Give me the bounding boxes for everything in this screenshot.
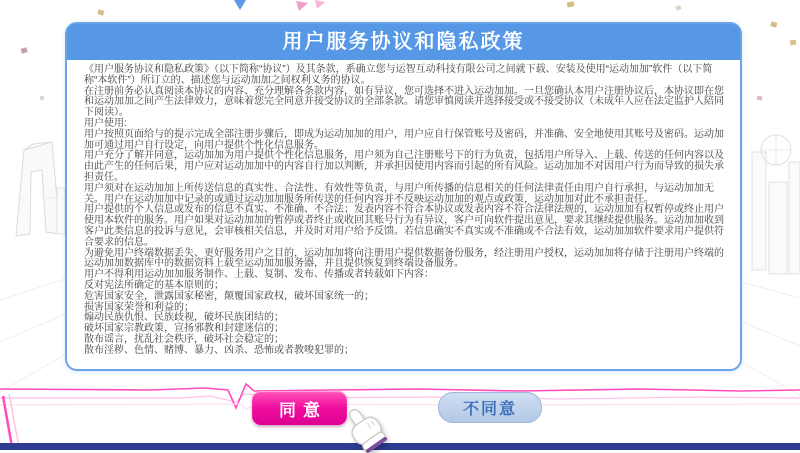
agreement-dialog: [65, 22, 742, 371]
agreement-line: 反对宪法所确定的基本原则的；: [84, 279, 224, 291]
agreement-line: 用户须对在运动加加上所传送信息的真实性、合法性、有效性等负责，与用户所传播的信息相关的任何法律责任由用户自行承担，与运动加加无关。用户在运动加加中记录的或通过运动加加服务所传送的任何内容并不反映运动加加的观点或政策，运动加加对此不承担责任。: [84, 182, 714, 205]
dialog-title: 用户服务协议和隐私政策: [67, 24, 740, 60]
agreement-line: 损害国家荣誉和利益的；: [84, 301, 194, 313]
agreement-line: 用户使用:: [84, 117, 127, 129]
agreement-line: 用户不得利用运动加加服务制作、上载、复制、发布、传播或者转载如下内容：: [84, 269, 434, 281]
agreement-line: 用户提供的个人信息或发布的信息不真实、不准确、不合法；发表内容不符合本协议或发表内容不符合法律法规的，运动加加有权暂停或终止用户使用本软件的服务。用户如果对运动加加的暂停或者终止或收回其账号行为有异议，客户可向软件提出意见，要求其继续提供服务。运动加加收到客户此类信息的投诉与意见，会审核相关信息，并及时对用户给予反馈。若信息确实不真实或不准确或不合法有效，运动加加软件要求用户提供符合要求的信息。: [84, 204, 724, 248]
disagree-button[interactable]: 不同意: [438, 392, 542, 423]
bottom-edge-bar: [0, 443, 800, 450]
ecg-lines: [0, 384, 800, 447]
agreement-line: 危害国家安全，泄露国家秘密，颠覆国家政权，破坏国家统一的；: [84, 290, 374, 302]
agreement-text: [67, 60, 740, 357]
agreement-line: 煽动民族仇恨、民族歧视，破坏民族团结的；: [84, 312, 284, 324]
city-sketch-right: [752, 135, 800, 274]
agreement-line: 《用户服务协议和隐私政策》（以下简称“协议”）及其条款，系确立您与运智互动科技有限公司之间就下载、安装及使用“运动加加”软件（以下简称“本软件”）所订立的、描述您与运动加加之间权利义务的协议。: [84, 64, 713, 86]
city-sketch-left: [16, 142, 65, 236]
agreement-line: 在注册前务必认真阅读本协议的内容、充分理解各条款内容，如有异议，您可选择不进入运动加加。一旦您确认本用户注册协议后，本协议即在您和运动加加之间产生法律效力，意味着您完全同意并接受协议的全部条款。请您审慎阅读并选择接受或不接受协议（未成年人应在法定监护人陪同下阅读）。: [84, 85, 724, 119]
agreement-line: 破坏国家宗教政策，宣扬邪教和封建迷信的；: [84, 323, 284, 335]
agreement-line: 散布淫秽、色情、赌博、暴力、凶杀、恐怖或者教唆犯罪的；: [84, 344, 354, 356]
agreement-line: 用户按照页面给与的提示完成全部注册步骤后，即成为运动加加的用户，用户应自行保管账号及密码，并准确、安全地使用其账号及密码。运动加加可通过用户自行设定，向用户提供个性化信息服务。: [84, 128, 724, 151]
agreement-line: 为避免用户终端数据丢失、更好服务用户之目的，运动加加将向注册用户提供数据备份服务，经注册用户授权，运动加加将存储于注册用户终端的运动加加数据库中的数据资料上载至运动加加服务器，并且提供恢复到终端设备服务。: [84, 247, 724, 270]
agreement-line: 用户充分了解并同意，运动加加为用户提供个性化信息服务，用户须为自己注册账号下的行为负责，包括用户所导入、上载、传送的任何内容以及由此产生的任何后果，用户应对运动加加中的内容自行加以判断，并承担因使用内容而引起的所有风险。运动加加不对因用户行为而导致的损失承担责任。: [84, 150, 724, 183]
agreement-line: 散布谣言，扰乱社会秩序，破坏社会稳定的；: [84, 333, 284, 345]
agree-button[interactable]: 同意: [252, 391, 347, 425]
